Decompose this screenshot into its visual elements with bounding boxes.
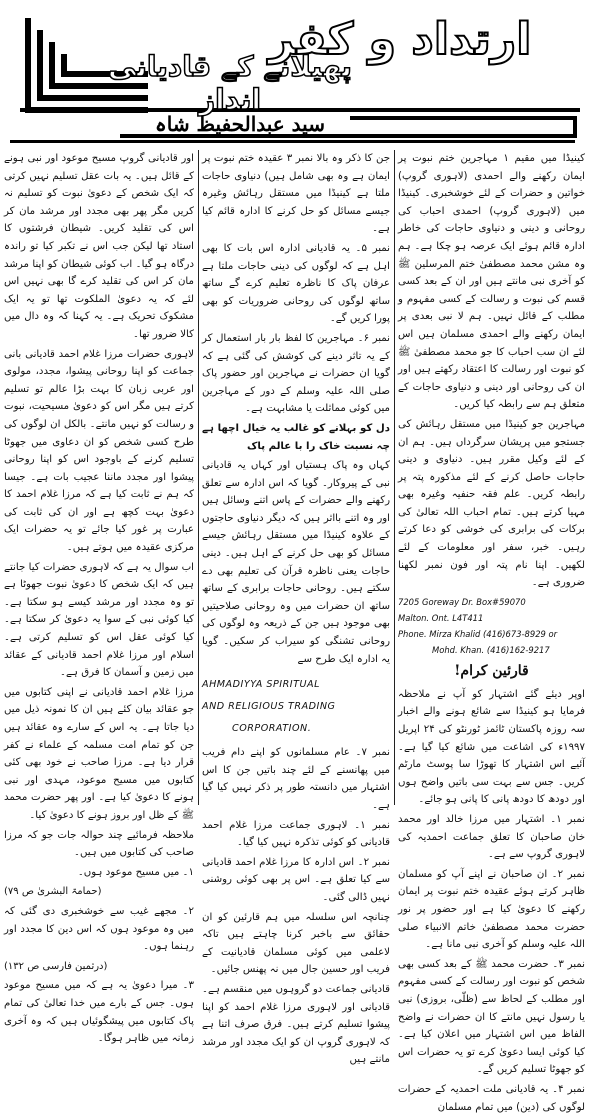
quote-item: ۱۔ میں مسیح موعود ہوں۔ bbox=[77, 866, 194, 878]
article-header bbox=[0, 0, 590, 150]
quote-item: ۳۔ میرا دعویٰ یہ ہے کہ میں مسیح موعود ہوں۔ جس کے بارے میں خدا تعالیٰ کی تمام پاک کتابوں میں پیشگوئیاں ہیں کہ وہ آخری زمانہ میں ظاہر ہوگا۔ bbox=[4, 980, 194, 1045]
paragraph: نمبر ۷۔ عام مسلمانوں کو اپنے دام فریب میں پھانسنے کے لئے چند باتیں جن کا اس اشتہار میں دانستہ طور پر ذکر نہیں کیا گیا ہے۔ bbox=[202, 747, 390, 811]
paragraph: قادیانی جماعت دو گروہوں میں منقسم ہے۔ قادیانی اور لاہوری مرزا غلام احمد کو اپنا پیشوا تسلیم کرتے ہیں۔ فرق صرف اتنا ہے کہ لاہوری گروپ ان کو ایک مجدد اور مرشد مانتے ہیں bbox=[202, 983, 390, 1066]
paragraph: اب سوال یہ ہے کہ لاہوری حضرات کیا جانتے ہیں کہ ایک شخص کا دعویٰ نبوت جھوٹا ہے تو وہ مجدد اور مرشد کیسے ہو سکتا ہے۔ کیا کوئی نبی کے سوا یہ دعویٰ کر سکتا ہے۔ کیا کوئی عقل اس کو تسلیم کرتی ہے۔ اسلام اور مرزا غلام احمد قادیانی کے عقائد میں زمین و آسمان کا فرق ہے۔ bbox=[4, 561, 194, 679]
column-divider-right bbox=[394, 150, 395, 805]
paragraph: نمبر ۵۔ یہ قادیانی ادارہ اس بات کا بھی اہل ہے کہ لوگوں کی دینی حاجات ملتا ہے عرفان پاک کا ناظرہ تعلیم کرے گے ساتھ ساتھ لوگوں کی روحانی ضروریات کو بھی پورا کریں گے۔ bbox=[202, 242, 390, 325]
verse: دل کو بہلانے کو غالب یہ خیال اچھا ہے چہ نسبت خاک را با عالم پاک bbox=[202, 422, 390, 452]
headline-subtitle: پھیلانے کے قادیانی انداز bbox=[108, 50, 352, 116]
paragraph: نمبر ۱۔ لاہوری جماعت مرزا غلام احمد قادیانی کو کوئی تذکرہ نہیں کیا گیا۔ bbox=[202, 819, 390, 849]
paragraph: نمبر ۳۔ حضرت محمد ﷺ کے بعد کسی بھی شخص کو نبوت اور رسالت کے کسی مفہوم اور مطلب کے لحاظ سے (ظلّی، بروزی) نبی یا رسول نہیں مانتے کا ان حضرات نے واضح الفاظ میں اس اشتہار میں اعلان کیا ہے۔ کیا کوئی ایسا دعویٰ کرے تو یہ حضرات اس کو جھوٹا تسلیم کریں گے۔ bbox=[398, 958, 585, 1076]
org-line: CORPORATION. bbox=[232, 723, 312, 735]
address-line: Malton. Ont. L4T411 bbox=[398, 612, 484, 623]
paragraph: نمبر ۱۔ اشتہار میں مرزا خالد اور محمد خان صاحبان کا تعلق جماعت احمدیہ کی لاہوری گروپ سے ہے۔ bbox=[398, 814, 585, 861]
headline: ارتداد و کفر bbox=[268, 14, 532, 65]
org-line: AND RELIGIOUS TRADING bbox=[202, 701, 336, 713]
column-divider-left bbox=[198, 150, 199, 805]
address-line: Mohd. Khan. (416)162-9217 bbox=[432, 644, 550, 655]
quote-item: ۲۔ مجھے غیب سے خوشخبری دی گئی کہ میں وہ موعود ہوں کہ اس دین کا مجدد اور رہنما ہوں۔ bbox=[4, 905, 194, 953]
paragraph: چنانچہ اس سلسلہ میں ہم قارئین کو ان حقائق سے باخبر کرنا چاہتے ہیں تاکہ لاعلمی میں کوئی مسلمان قادیانیت کے فریب اور حسین جال میں نہ پھنس جائیں۔ bbox=[202, 911, 390, 976]
ad-address bbox=[398, 594, 585, 658]
paragraph: مرزا غلام احمد قادیانی نے اپنی کتابوں میں جو عقائد بیان کئے ہیں ان کا نمونہ ذیل میں دیا جاتا ہے۔ یہ اس کے سارے وہ عقائد ہیں جن کو تمام امت مسلمہ کے علماء نے کفر قرار دیا ہے۔ مرزا صاحب نے خود بھی کئی کتابوں میں مسیح موعود، مہدی اور نبی ہونے کا دعویٰ کیا ہے۔ اور پھر حضرت محمد ﷺ کے ظل اور بروز ہونے کا دعویٰ کیا۔ bbox=[4, 686, 194, 821]
paragraph: نمبر ۶۔ مہاجرین کا لفظ بار بار استعمال کر کے یہ تاثر دینے کی کوشش کی گئی ہے کہ گویا ان حضرات نے مہاجرین اور حضور پاک صلی اللہ علیہ وسلم کے دور کے مہاجرین میں کوئی مماثلت یا مشابہت ہے۔ bbox=[202, 332, 390, 415]
column-middle bbox=[202, 150, 390, 1066]
address-line: Phone. Mirza Khalid (416)673-8929 or bbox=[398, 628, 558, 639]
author-byline: سید عبدالحفیظ شاہ bbox=[155, 112, 325, 136]
paragraph: لاہوری حضرات مرزا غلام احمد قادیانی بانی جماعت کو اپنا روحانی پیشوا، مجدد، مولوی اور عربی زبان کا بہت بڑا عالم تو تسلیم کرتے ہیں مگر اس کو دعویٰ مسیحیت، نبوت و رسالت کو نہیں مانتے۔ بالکل ان لوگوں کی طرح کسی شخص کو ان دعاوی میں جھوٹا تسلیم کرنے کے باوجود اس کو اپنا روحانی پیشوا اور مجدد ماننا عجیب بات ہے۔ جیسا کہ ہم نے ثابت کیا ہے کہ مرزا غلام احمد کا دعویٰ بہت کچھ ہے اور ان کی ثابت کی عبارت پر غور کیا جائے تو یہ حضرات ایک مرکزی عقیدہ میں ہوتے ہیں۔ bbox=[4, 348, 194, 554]
column-right bbox=[398, 150, 585, 1113]
citation: (درثمین فارسی ص ۱۳۲) bbox=[4, 960, 108, 972]
paragraph: جن کا ذکر وہ بالا نمبر ۳ عقیدہ ختم نبوت پر ایمان ہے وہ بھی شامل ہیں) دنیاوی حاجات ملتا ہے کینیڈا میں مستقل رہائش وغیرہ جیسے مسائل کو حل کرنے کا ادارہ قائم کیا ہے۔ bbox=[202, 153, 390, 235]
paragraph: کہاں وہ پاک ہستیاں اور کہاں یہ قادیانی نبی کے پیروکار۔ گویا کہ اس ادارہ سے تعلق رکھنے والے حضرات کے پاس اتنے وسائل ہیں اور وہ اتنے بااثر ہیں کہ دیگر دنیاوی حاجتوں کے علاوہ کینیڈا میں مستقل رہائش جیسے مسائل کو بھی حل کرنے کے اہل ہیں۔ دینی حاجات یعنی ناظرہ قرآن کی تعلیم بھی دے سکتے ہیں۔ روحانی حاجات برابری کے ساتھ ساتھ ان حضرات میں وہ روحانی صلاحیتیں بھی موجود ہیں جن کے ذریعہ وہ لوگوں کی روحانی تشنگی کو سیراب کر سکیں۔ گویا یہ ادارہ ایک طرح سے bbox=[202, 460, 390, 665]
paragraph: نمبر ۲۔ اس ادارہ کا مرزا غلام احمد قادیانی سے کیا تعلق ہے۔ اس پر بھی کوئی روشنی نہیں ڈالی گئی۔ bbox=[202, 856, 390, 903]
citation: (حمامۃ البشریٰ ص ۷۹) bbox=[4, 886, 102, 898]
paragraph: ملاحظہ فرمائیے چند حوالہ جات جو کہ مرزا صاحب کی کتابوں میں ہیں۔ bbox=[4, 829, 194, 859]
org-line: AHMADIYYA SPIRITUAL bbox=[202, 679, 320, 691]
paragraph: نمبر ۲۔ ان صاحبان نے اپنے آپ کو مسلمان ظاہر کرتے ہوئے عقیدہ ختم نبوت پر ایمان رکھنے کا دعویٰ کیا ہے اور حضور پر نور حضرت محمد مصطفیٰ خاتم الانبیاء صلی اللہ علیہ وسلم کو آخری نبی مانا ہے۔ bbox=[398, 868, 585, 951]
paragraph: اوپر دیئے گئے اشتہار کو آپ نے ملاحظہ فرمایا ہو کینیڈا سے شائع ہونے والے اخبار سہ روزہ پاکستان ٹائمز ٹورنٹو کی ۲۴ اپریل ۱۹۹۷ء کی اشاعت میں شائع کیا گیا ہے۔ آئیے اس اشتہار کا تھوڑا سا پوسٹ مارٹم کریں۔ جس سے بہت سی باتیں واضح ہوں اور دودھ کا دودھ پانی کا پانی ہو جائے۔ bbox=[398, 688, 585, 806]
paragraph: نمبر ۴۔ یہ قادیانی ملت احمدیہ کے حضرات لوگوں کی (دین) میں تمام مسلمان bbox=[398, 1083, 585, 1113]
section-subheading: قارئین کرام! bbox=[454, 662, 529, 679]
paragraph: مہاجرین جو کینیڈا میں مستقل رہائش کی جستجو میں پریشان سرگرداں ہیں۔ ہم ان کے لئے وکیل مقرر ہیں۔ دنیاوی و دینی حاجات حاصل کرنے کے لئے مذکورہ پتہ پر رابطہ کریں۔ علم فقہ حنفیہ وغیرہ بھی مہیا کرتے ہیں۔ تمام احباب اللہ تعالیٰ کی برکات کی برابری کی خوشی کو دعا کرتے رہیں۔ خبر، سفر اور معلومات کے لئے لکھیں۔ اپنا نام پتہ اور فون نمبر لکھنا ضروری ہے۔ bbox=[398, 418, 585, 589]
column-left bbox=[4, 150, 194, 1045]
paragraph: کینیڈا میں مقیم ۱ مہاجرین ختم نبوت پر ایمان رکھنے والے احمدی (لاہوری گروپ) خواتین و حضرات کے لئے خوشخبری۔ کینیڈا میں (لاہوری گروپ) احمدی احباب کی روحانی و دینی و دنیاوی حاجات کی خاطر ادارہ قائم ہوئے ایک عرصہ ہو چکا ہے۔ ہم وہ مشن محمد مصطفیٰ ختم المرسلین ﷺ کو آخری نبی مانتے ہیں اور ان کے بعد کسی قسم کی نبوت و رسالت کے کسی مفہوم و مطلب کے قائل نہیں۔ ہم لا نبی بعدی پر ایمان رکھنے والے احمدی مسلمان ہیں اس لئے ان سب احباب کا جو محمد مصطفیٰ ﷺ کو نبوت اور رسالت کا اعتقاد رکھتے ہیں اور ان کی روحانی اور دینی و دنیاوی حاجات کے متعلق ہم سے رابطہ کیا کریں۔ bbox=[398, 153, 585, 411]
paragraph: اور قادیانی گروپ مسیح موعود اور نبی ہونے کے قائل ہیں۔ یہ بات عقل تسلیم نہیں کرتی کہ ایک شخص کے دعویٰ نبوت کو تسلیم نہ کریں مگر پھر بھی مجدد اور مرشد مان کر اس کی تقلید کریں۔ شیطان فرشتوں کا استاد تھا لیکن جب اس نے تکبر کیا تو راندہ درگاہ ہو گیا۔ اب کوئی شیطان کو اپنا مرشد مان کر اس کی تقلید کرے گا بھی نہیں اس لئے کہ یہ دعویٰ الملکوت تھا تو یہ ایک مشکوک تحریک ہے۔ یہ کہنا کہ وہ دال میں کالا ضرور تھا۔ bbox=[4, 153, 194, 340]
organization-name bbox=[202, 674, 390, 740]
address-line: 7205 Goreway Dr. Box#59070 bbox=[398, 596, 526, 607]
